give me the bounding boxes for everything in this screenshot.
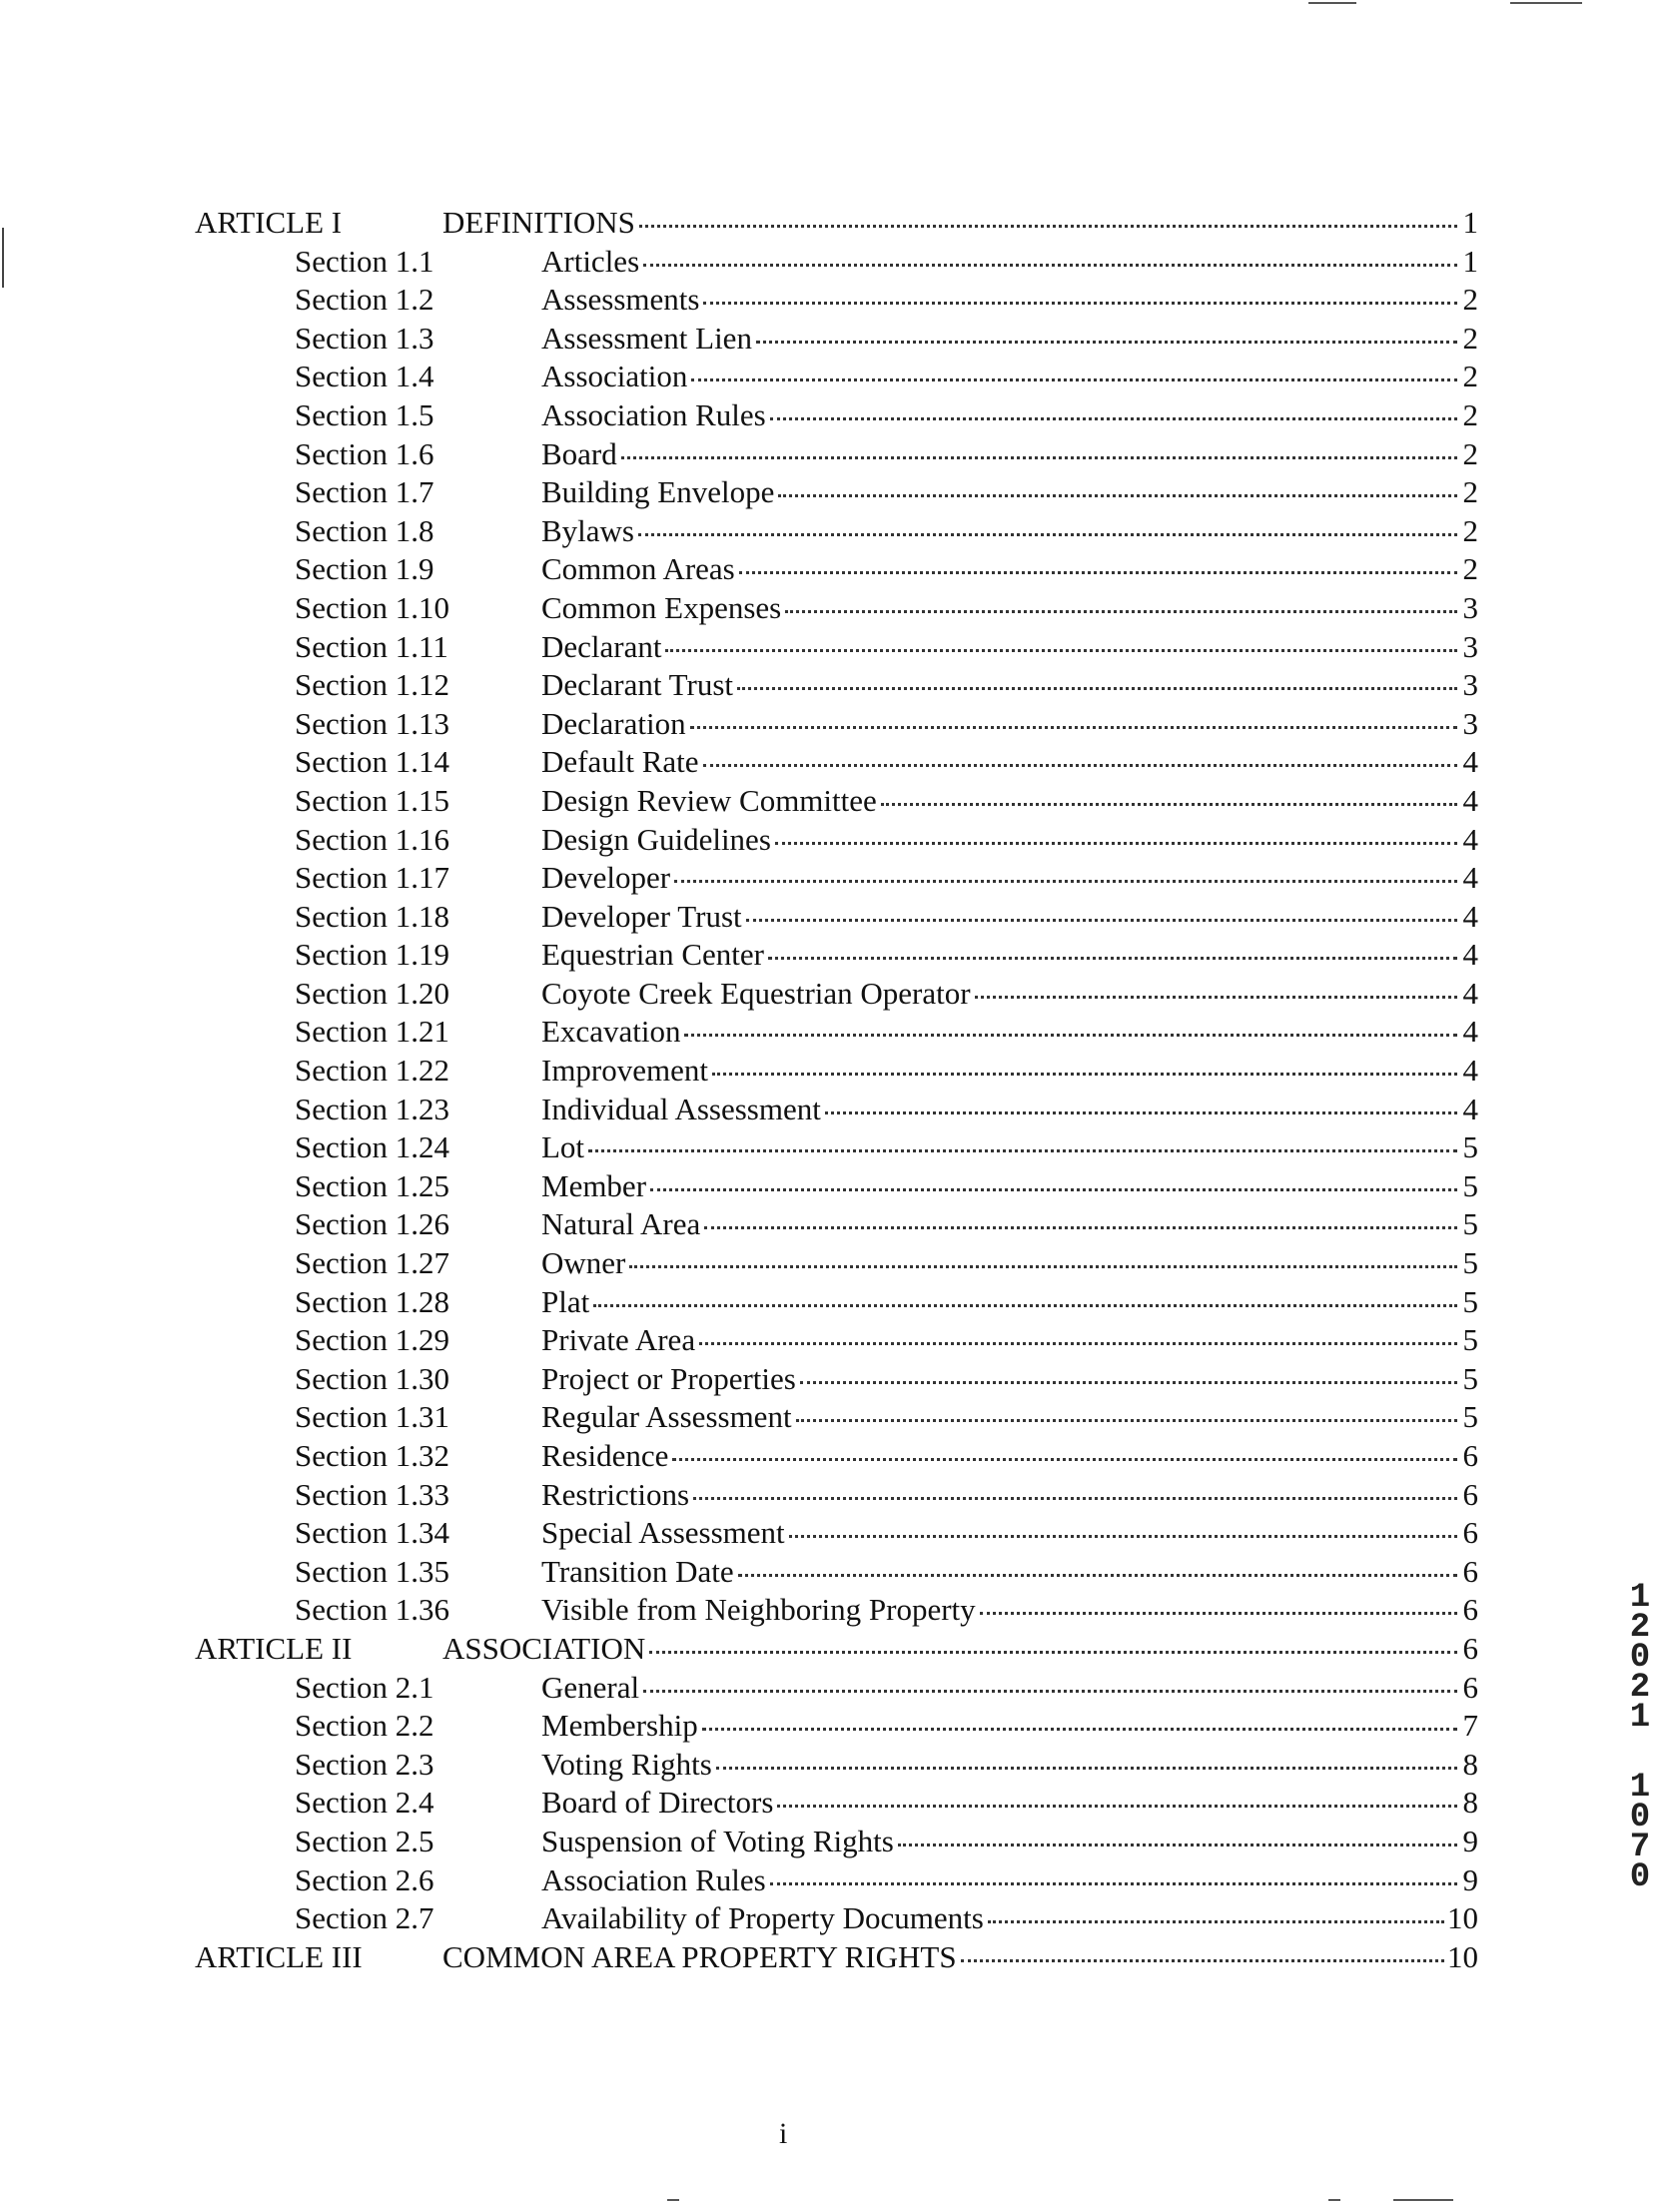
toc-entry-page: 1 [1462, 205, 1478, 240]
toc-entry-label: Section 1.22 [295, 1053, 449, 1089]
toc-entry-page: 3 [1462, 667, 1478, 703]
toc-section-entry [195, 1823, 1478, 1861]
toc-entry-page: 8 [1462, 1746, 1478, 1782]
toc-entry-page: 5 [1462, 1167, 1478, 1203]
stamp-digit: 7 [1629, 1829, 1651, 1866]
table-of-contents [195, 204, 1478, 1976]
toc-entry-page: 5 [1462, 1322, 1478, 1358]
toc-entry-label: Section 1.9 [295, 551, 434, 587]
toc-entry-label: Section 1.21 [295, 1014, 449, 1050]
scan-margin-mark [2, 228, 4, 288]
top-rule-left [1308, 2, 1356, 4]
dot-leader [770, 1881, 1457, 1885]
toc-entry-label: ARTICLE III [195, 1938, 363, 1974]
toc-entry-title: Natural Area [541, 1206, 701, 1242]
dot-leader [785, 609, 1457, 613]
toc-entry-title: Membership [541, 1708, 698, 1744]
toc-entry-title: Voting Rights [541, 1746, 712, 1782]
toc-entry-label: Section 1.24 [295, 1129, 449, 1165]
toc-section-entry [195, 243, 1478, 282]
toc-entry-page: 5 [1462, 1129, 1478, 1165]
toc-entry-label: Section 1.27 [295, 1245, 449, 1281]
dot-leader [665, 648, 1457, 652]
toc-entry-page: 6 [1462, 1592, 1478, 1628]
toc-entry-page: 2 [1462, 282, 1478, 318]
toc-entry-title: Suspension of Voting Rights [541, 1823, 894, 1858]
toc-entry-title: Association Rules [541, 1861, 766, 1897]
toc-section-entry [195, 1398, 1478, 1437]
toc-entry-title: Board of Directors [541, 1785, 774, 1821]
bottom-mark-far [1393, 2199, 1453, 2201]
toc-entry-title: Owner [541, 1245, 626, 1281]
toc-entry-label: Section 1.31 [295, 1399, 449, 1435]
toc-entry-label: Section 1.26 [295, 1206, 449, 1242]
dot-leader [778, 493, 1457, 497]
toc-entry-page: 4 [1462, 821, 1478, 857]
toc-section-entry [195, 550, 1478, 589]
toc-entry-title: Regular Assessment [541, 1399, 792, 1435]
toc-entry-title: Design Review Committee [541, 782, 877, 818]
dot-leader [746, 918, 1457, 922]
toc-entry-page: 3 [1462, 705, 1478, 741]
toc-entry-label: Section 1.4 [295, 359, 434, 394]
dot-leader [703, 763, 1457, 767]
toc-section-entry [195, 898, 1478, 937]
dot-leader [825, 1110, 1457, 1114]
dot-leader [588, 1148, 1457, 1152]
toc-entry-label: Section 1.1 [295, 243, 434, 279]
dot-leader [789, 1534, 1457, 1538]
toc-entry-label: Section 1.18 [295, 898, 449, 934]
stamp-digit: 2 [1629, 1669, 1651, 1707]
toc-entry-label: Section 1.3 [295, 320, 434, 356]
toc-section-entry [195, 281, 1478, 320]
dot-leader [704, 1225, 1457, 1229]
toc-entry-label: Section 1.36 [295, 1592, 449, 1628]
bottom-mark-left [667, 2199, 679, 2201]
toc-entry-label: Section 1.7 [295, 474, 434, 510]
stamp-digit: 1 [1629, 1579, 1651, 1617]
toc-section-entry [195, 666, 1478, 705]
toc-section-entry [195, 1899, 1478, 1938]
toc-section-entry [195, 1591, 1478, 1630]
toc-entry-title: ASSOCIATION [442, 1630, 646, 1666]
toc-entry-label: Section 1.8 [295, 512, 434, 548]
toc-section-entry [195, 1707, 1478, 1746]
toc-entry-page: 5 [1462, 1360, 1478, 1396]
toc-section-entry [195, 1205, 1478, 1244]
toc-entry-page: 2 [1462, 396, 1478, 432]
toc-entry-page: 4 [1462, 1091, 1478, 1126]
toc-section-entry [195, 743, 1478, 782]
toc-entry-label: Section 2.4 [295, 1785, 434, 1821]
page-number: i [779, 2117, 788, 2150]
toc-section-entry [195, 1476, 1478, 1515]
dot-leader [768, 956, 1457, 960]
toc-entry-title: Improvement [541, 1053, 709, 1089]
toc-entry-page: 5 [1462, 1245, 1478, 1281]
toc-entry-label: Section 1.2 [295, 282, 434, 318]
toc-entry-label: Section 2.7 [295, 1900, 434, 1936]
toc-entry-page: 6 [1462, 1476, 1478, 1512]
toc-entry-title: Transition Date [541, 1553, 734, 1589]
stamp-digit: 0 [1629, 1799, 1651, 1837]
toc-entry-label: Section 2.2 [295, 1708, 434, 1744]
toc-section-entry [195, 1360, 1478, 1399]
dot-leader [643, 263, 1457, 267]
dot-leader [638, 532, 1457, 536]
toc-section-entry [195, 1861, 1478, 1900]
dot-leader [712, 1072, 1457, 1076]
toc-entry-title: Default Rate [541, 744, 699, 780]
dot-leader [621, 455, 1457, 459]
dot-leader [739, 570, 1457, 574]
toc-section-entry [195, 1784, 1478, 1823]
toc-entry-label: Section 2.1 [295, 1669, 434, 1705]
dot-leader [961, 1958, 1444, 1962]
stamp-digit: 2 [1629, 1609, 1651, 1647]
toc-entry-title: Association Rules [541, 396, 766, 432]
toc-entry-title: Assessment Lien [541, 320, 752, 356]
toc-entry-title: Design Guidelines [541, 821, 771, 857]
toc-entry-title: DEFINITIONS [442, 205, 635, 240]
toc-entry-page: 2 [1462, 512, 1478, 548]
toc-entry-title: Articles [541, 243, 640, 279]
toc-entry-label: Section 1.12 [295, 667, 449, 703]
toc-entry-page: 5 [1462, 1283, 1478, 1319]
toc-entry-title: Assessments [541, 282, 700, 318]
toc-entry-title: Individual Assessment [541, 1091, 821, 1126]
toc-entry-title: Visible from Neighboring Property [541, 1592, 976, 1628]
toc-entry-label: Section 1.11 [295, 628, 448, 664]
toc-entry-label: ARTICLE I [195, 205, 343, 240]
toc-entry-page: 9 [1462, 1823, 1478, 1858]
toc-entry-title: Private Area [541, 1322, 696, 1358]
dot-leader [702, 1727, 1457, 1731]
toc-section-entry [195, 1321, 1478, 1360]
dot-leader [629, 1264, 1457, 1268]
toc-section-entry [195, 512, 1478, 551]
bottom-mark-right [1328, 2199, 1340, 2201]
toc-section-entry [195, 782, 1478, 821]
toc-section-entry [195, 975, 1478, 1014]
toc-entry-title: Availability of Property Documents [541, 1900, 984, 1936]
toc-article-entry [195, 1938, 1478, 1977]
toc-section-entry [195, 1746, 1478, 1785]
toc-section-entry [195, 1052, 1478, 1091]
stamp-gap [1620, 1733, 1660, 1773]
dot-leader [770, 416, 1457, 420]
toc-entry-title: Plat [541, 1283, 590, 1319]
dot-leader [699, 1341, 1457, 1345]
toc-section-entry [195, 1514, 1478, 1553]
toc-entry-title: Association [541, 359, 688, 394]
toc-entry-label: Section 1.35 [295, 1553, 449, 1589]
dot-leader [684, 1033, 1457, 1037]
dot-leader [674, 879, 1457, 883]
toc-entry-page: 7 [1462, 1708, 1478, 1744]
stamp-digit: 1 [1629, 1699, 1651, 1737]
dot-leader [649, 1650, 1457, 1654]
toc-entry-page: 6 [1462, 1438, 1478, 1473]
toc-entry-title: Lot [541, 1129, 585, 1165]
toc-entry-title: General [541, 1669, 640, 1705]
stamp-digit: 1 [1629, 1769, 1651, 1807]
toc-entry-label: Section 1.32 [295, 1438, 449, 1473]
toc-entry-title: Restrictions [541, 1476, 690, 1512]
toc-entry-page: 5 [1462, 1206, 1478, 1242]
dot-leader [775, 841, 1457, 845]
dot-leader [777, 1804, 1457, 1808]
toc-entry-page: 4 [1462, 1014, 1478, 1050]
toc-section-entry [195, 1167, 1478, 1206]
toc-entry-title: Declarant Trust [541, 667, 734, 703]
toc-entry-label: Section 2.5 [295, 1823, 434, 1858]
toc-entry-title: Coyote Creek Equestrian Operator [541, 975, 971, 1011]
dot-leader [639, 224, 1457, 228]
dot-leader [898, 1843, 1457, 1846]
dot-leader [672, 1457, 1457, 1461]
toc-entry-title: Building Envelope [541, 474, 775, 510]
toc-entry-label: Section 1.23 [295, 1091, 449, 1126]
dot-leader [796, 1418, 1457, 1422]
toc-article-entry [195, 1630, 1478, 1669]
toc-entry-label: Section 1.13 [295, 705, 449, 741]
dot-leader [643, 1689, 1457, 1693]
toc-entry-title: Common Areas [541, 551, 735, 587]
toc-section-entry [195, 1553, 1478, 1592]
toc-section-entry [195, 396, 1478, 435]
toc-entry-page: 8 [1462, 1785, 1478, 1821]
toc-entry-title: Declaration [541, 705, 686, 741]
toc-entry-page: 9 [1462, 1861, 1478, 1897]
toc-entry-title: Developer Trust [541, 898, 742, 934]
dot-leader [593, 1303, 1457, 1307]
toc-section-entry [195, 435, 1478, 474]
toc-entry-label: Section 1.34 [295, 1515, 449, 1551]
toc-section-entry [195, 1091, 1478, 1129]
toc-entry-title: Equestrian Center [541, 937, 764, 973]
dot-leader [980, 1611, 1457, 1615]
toc-entry-page: 6 [1462, 1630, 1478, 1666]
toc-entry-label: Section 1.29 [295, 1322, 449, 1358]
toc-section-entry [195, 1283, 1478, 1322]
toc-entry-page: 4 [1462, 937, 1478, 973]
dot-leader [691, 377, 1457, 381]
toc-entry-label: Section 1.30 [295, 1360, 449, 1396]
toc-section-entry [195, 628, 1478, 667]
toc-entry-label: Section 1.15 [295, 782, 449, 818]
toc-entry-page: 3 [1462, 589, 1478, 625]
toc-section-entry [195, 358, 1478, 396]
toc-entry-label: Section 1.28 [295, 1283, 449, 1319]
toc-entry-page: 6 [1462, 1515, 1478, 1551]
toc-entry-title: Residence [541, 1438, 669, 1473]
toc-entry-title: Declarant [541, 628, 662, 664]
toc-section-entry [195, 1669, 1478, 1708]
dot-leader [716, 1766, 1457, 1770]
toc-article-entry [195, 204, 1478, 243]
toc-entry-label: Section 1.19 [295, 937, 449, 973]
stamp-digit: 0 [1629, 1858, 1651, 1896]
toc-section-entry [195, 1013, 1478, 1052]
toc-section-entry [195, 320, 1478, 359]
dot-leader [881, 802, 1457, 806]
toc-entry-page: 10 [1447, 1938, 1478, 1974]
dot-leader [690, 725, 1457, 729]
toc-entry-label: ARTICLE II [195, 1630, 353, 1666]
toc-section-entry [195, 859, 1478, 898]
toc-entry-page: 6 [1462, 1553, 1478, 1589]
toc-section-entry [195, 589, 1478, 628]
toc-entry-title: Special Assessment [541, 1515, 785, 1551]
toc-entry-title: COMMON AREA PROPERTY RIGHTS [442, 1938, 957, 1974]
toc-entry-page: 4 [1462, 860, 1478, 896]
toc-entry-label: Section 1.25 [295, 1167, 449, 1203]
dot-leader [737, 686, 1457, 690]
toc-entry-label: Section 1.5 [295, 396, 434, 432]
toc-section-entry [195, 473, 1478, 512]
stamp-digit: 0 [1629, 1639, 1651, 1677]
toc-entry-title: Bylaws [541, 512, 634, 548]
toc-entry-page: 5 [1462, 1399, 1478, 1435]
toc-entry-label: Section 1.17 [295, 860, 449, 896]
recording-stamp [1620, 1579, 1660, 1896]
dot-leader [693, 1496, 1457, 1500]
toc-entry-page: 4 [1462, 744, 1478, 780]
top-rule-right [1510, 2, 1582, 4]
toc-entry-title: Developer [541, 860, 671, 896]
toc-entry-title: Excavation [541, 1014, 681, 1050]
toc-section-entry [195, 1128, 1478, 1167]
toc-entry-label: Section 1.20 [295, 975, 449, 1011]
toc-entry-label: Section 1.33 [295, 1476, 449, 1512]
toc-entry-label: Section 1.16 [295, 821, 449, 857]
toc-entry-label: Section 1.10 [295, 589, 449, 625]
toc-entry-page: 6 [1462, 1669, 1478, 1705]
toc-entry-page: 4 [1462, 975, 1478, 1011]
toc-entry-title: Member [541, 1167, 647, 1203]
toc-entry-page: 2 [1462, 474, 1478, 510]
dot-leader [703, 301, 1457, 305]
toc-entry-label: Section 2.3 [295, 1746, 434, 1782]
toc-entry-page: 2 [1462, 551, 1478, 587]
dot-leader [756, 340, 1457, 344]
toc-entry-label: Section 2.6 [295, 1861, 434, 1897]
toc-entry-page: 2 [1462, 435, 1478, 471]
dot-leader [738, 1573, 1457, 1577]
toc-entry-label: Section 1.6 [295, 435, 434, 471]
toc-section-entry [195, 821, 1478, 860]
dot-leader [988, 1919, 1444, 1923]
toc-entry-title: Common Expenses [541, 589, 782, 625]
toc-entry-label: Section 1.14 [295, 744, 449, 780]
toc-entry-page: 4 [1462, 782, 1478, 818]
dot-leader [800, 1380, 1457, 1384]
toc-entry-page: 1 [1462, 243, 1478, 279]
toc-entry-page: 3 [1462, 628, 1478, 664]
toc-section-entry [195, 1437, 1478, 1476]
toc-section-entry [195, 936, 1478, 975]
dot-leader [975, 995, 1457, 999]
toc-entry-title: Project or Properties [541, 1360, 796, 1396]
toc-entry-page: 4 [1462, 1053, 1478, 1089]
toc-section-entry [195, 1244, 1478, 1283]
dot-leader [650, 1187, 1457, 1191]
toc-entry-page: 2 [1462, 320, 1478, 356]
toc-entry-title: Board [541, 435, 617, 471]
toc-section-entry [195, 705, 1478, 744]
toc-entry-page: 10 [1447, 1900, 1478, 1936]
toc-entry-page: 2 [1462, 359, 1478, 394]
toc-entry-page: 4 [1462, 898, 1478, 934]
